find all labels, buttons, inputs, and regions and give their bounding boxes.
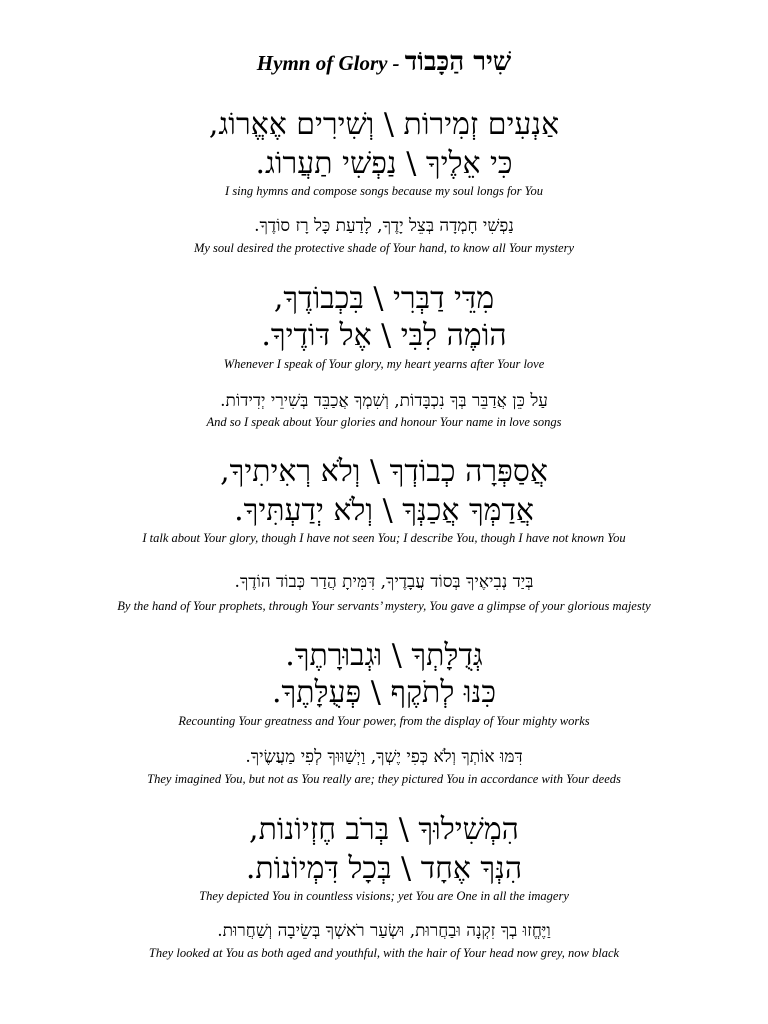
title-separator: - <box>392 51 405 75</box>
stanza-2-big-line-1: מִדֵּי דַבְּרִי \ בִּכְבוֹדֶךָ, <box>273 281 495 316</box>
stanza-1-small-line: נַפְשִׁי חָמְדָה בְּצֵל יָדֶךָ, לָדַעַת כָּל רָז סוֹדֶךָ. <box>254 216 514 236</box>
stanza-2-small-line: עַל כֵּן אֲדַבֵּר בְּךָ נִכְבָּדוֹת, וְשִׁמְךָ אֲכַבֵּד בְּשִׁירֵי יְדִידוֹת. <box>220 391 548 411</box>
stanza-3-small-line: בְּיַד נְבִיאֶיךָ בְּסוֹד עֲבָדֶיךָ, דִּמִּיתָ הֲדַר כְּבוֹד הוֹדֶךָ. <box>234 572 534 592</box>
stanza-4-big-translation: Recounting Your greatness and Your power, from the display of Your mighty works <box>178 714 590 728</box>
stanza-2-big-line-2: הוֹמֶה לִבִּי \ אֶל דּוֹדֶיךָ. <box>261 318 507 353</box>
stanza-1-big-translation: I sing hymns and compose songs because my soul longs for You <box>225 184 543 198</box>
stanza-5-big-line-2: הִנְּךָ אֶחָד \ בְּכָל דִּמְיוֹנוֹת. <box>245 851 523 886</box>
stanza-4-big-line-2: כִּנּוּ לְתֹקֶף \ פְּעֻלָּתֶךָ. <box>271 675 497 710</box>
title-english: Hymn of Glory <box>256 51 388 75</box>
page-title <box>0 44 768 80</box>
stanza-5-small-translation: They looked at You as both aged and youthful, with the hair of Your head now grey, now black <box>148 946 620 960</box>
stanza-1-big-line-1: אַנְעִים זְמִירוֹת \ וְשִׁירִים אֶאֱרוֹג, <box>208 107 560 142</box>
stanza-4-small-line: דִּמּוּ אוֹתְךָ וְלֹא כְּפִי יֶשְׁךָ, וַיְשַׁוּוּךָ לְפִי מַעֲשֶׂיךָ. <box>245 747 523 767</box>
title-hebrew: שִׁיר הַכָּבוֹד <box>404 47 512 77</box>
stanza-3-big-translation: I talk about Your glory, though I have not seen You; I describe You, though I have not known You <box>142 531 626 545</box>
stanza-1-small-translation: My soul desired the protective shade of Your hand, to know all Your mystery <box>193 241 575 255</box>
stanza-3-big-line-1: אֲסַפְּרָה כְבוֹדְךָ \ וְלֹא רְאִיתִיךָ, <box>220 454 548 489</box>
stanza-4-big-line-1: גְּדֻלָּתְךָ \ וּגְבוּרָתֶךָ. <box>285 638 483 673</box>
stanza-1-big-line-2: כִּי אֵלֶיךָ \ נַפְשִׁי תַעֲרוֹג. <box>255 146 513 181</box>
stanza-4-small-translation: They imagined You, but not as You really are; they pictured You in accordance with Your deeds <box>147 772 621 786</box>
stanza-5-big-line-1: הִמְשִׁילוּךָ \ בְּרֹב חֶזְיוֹנוֹת, <box>249 812 519 847</box>
stanza-2-big-translation: Whenever I speak of Your glory, my heart yearns after Your love <box>223 357 545 371</box>
stanza-3-small-translation: By the hand of Your prophets, through Your servants’ mystery, You gave a glimpse of your glorious majesty <box>117 599 651 613</box>
stanza-2-small-translation: And so I speak about Your glories and honour Your name in love songs <box>206 415 562 429</box>
stanza-5-small-line: וַיֶּחֱזוּ בְךָ זִקְנָה וּבַחֲרוּת, וּשְׂעַר רֹאשְׁךָ בְּשֵׂיבָה וְשַׁחֲרוּת. <box>217 921 551 941</box>
stanza-5-big-translation: They depicted You in countless visions; yet You are One in all the imagery <box>199 889 569 903</box>
stanza-3-big-line-2: אֲדַמְּךָ אֲכַנְּךָ \ וְלֹא יְדַעְתִּיךָ. <box>234 493 534 528</box>
